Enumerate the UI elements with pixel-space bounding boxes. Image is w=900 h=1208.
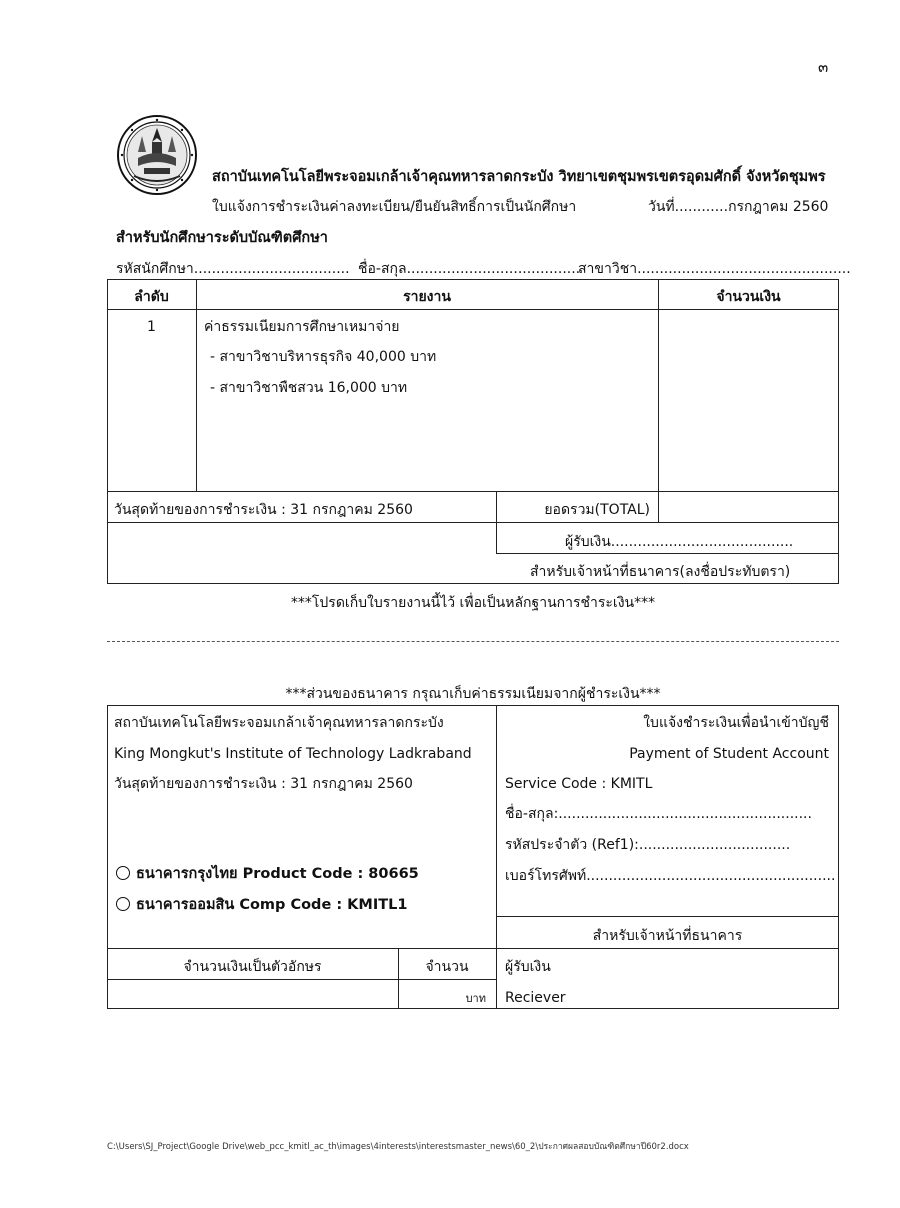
deadline-text: วันสุดท้ายของการชำระเงิน : 31 กรกฎาคม 2560 <box>114 502 413 518</box>
notice-title: ใบแจ้งการชำระเงินค่าลงทะเบียน/ยืนยันสิทธิ์การเป็นนักศึกษา <box>212 199 577 215</box>
amount-words-label: จำนวนเงินเป็นตัวอักษร <box>183 959 322 975</box>
receiver-th: ผู้รับเงิน <box>505 959 551 975</box>
row-sub-horticulture: - สาขาวิชาพืชสวน 16,000 บาท <box>210 380 408 396</box>
section-title: สำหรับนักศึกษาระดับบัณฑิตศึกษา <box>116 230 328 246</box>
major-field: สาขาวิชา................................................ <box>578 261 851 277</box>
bank-option-gsb[interactable]: ธนาคารออมสิน Comp Code : KMITL1 <box>116 897 407 913</box>
col-header-amount: จำนวนเงิน <box>716 289 781 305</box>
page-number: ๓ <box>818 58 829 76</box>
row-title: ค่าธรรมเนียมการศึกษาเหมาจ่าย <box>204 319 400 335</box>
total-label: ยอดรวม(TOTAL) <box>544 502 650 518</box>
amount-label: จำนวน <box>425 959 469 975</box>
slip-name-field: ชื่อ-สกุล:......................................................... <box>505 806 812 822</box>
slip-title-th: ใบแจ้งชำระเงินเพื่อนำเข้าบัญชี <box>643 715 829 731</box>
cut-line <box>107 641 839 642</box>
slip-bank-officer: สำหรับเจ้าหน้าที่ธนาคาร <box>592 928 743 944</box>
slip-title-en: Payment of Student Account <box>629 746 829 762</box>
radio-circle-icon[interactable] <box>116 897 130 911</box>
bank-option-ktb[interactable]: ธนาคารกรุงไทย Product Code : 80665 <box>116 866 419 882</box>
slip-ref1-field: รหัสประจำตัว (Ref1):.................................. <box>505 837 791 853</box>
institute-seal-logo <box>116 114 198 196</box>
row-sub-business: - สาขาวิชาบริหารธุรกิจ 40,000 บาท <box>210 349 437 365</box>
receiver-en: Reciever <box>505 990 566 1006</box>
service-code: Service Code : KMITL <box>505 776 653 792</box>
bank-officer-label: สำหรับเจ้าหน้าที่ธนาคาร(ลงชื่อประทับตรา) <box>530 564 791 580</box>
date-field: วันที่............กรกฎาคม 2560 <box>648 199 829 215</box>
row-number: 1 <box>147 319 156 335</box>
institute-title: สถาบันเทคโนโลยีพระจอมเกล้าเจ้าคุณทหารลาดกระบัง วิทยาเขตชุมพรเขตรอุดมศักดิ์ จังหวัดชุมพร <box>212 169 826 185</box>
footer-file-path: C:\Users\SJ_Project\Google Drive\web_pcc_kmitl_ac_th\images\4interests\interestsmaster_news\60_2\ประกาศผลสอบบัณฑิตศึกษาปี60r2.docx <box>107 1142 689 1152</box>
col-header-no: ลำดับ <box>134 289 169 305</box>
name-field: ชื่อ-สกุล....................................... <box>358 261 581 277</box>
slip-deadline: วันสุดท้ายของการชำระเงิน : 31 กรกฎาคม 2560 <box>114 776 413 792</box>
student-id-field: รหัสนักศึกษา................................... <box>116 261 350 277</box>
bank-part-title: ***ส่วนของธนาคาร กรุณาเก็บค่าธรรมเนียมจากผู้ชำระเงิน*** <box>285 686 661 702</box>
slip-institute-th: สถาบันเทคโนโลยีพระจอมเกล้าเจ้าคุณทหารลาดกระบัง <box>114 715 444 731</box>
slip-institute-en: King Mongkut's Institute of Technology Ladkraband <box>114 746 472 762</box>
baht-label: บาท <box>465 992 486 1005</box>
slip-phone-field: เบอร์โทรศัพท์........................................................ <box>505 868 836 884</box>
keep-note: ***โปรดเก็บใบรายงานนี้ไว้ เพื่อเป็นหลักฐานการชำระเงิน*** <box>290 595 656 611</box>
radio-circle-icon[interactable] <box>116 866 130 880</box>
col-header-item: รายงาน <box>403 289 451 305</box>
receiver-field: ผู้รับเงิน......................................... <box>565 534 794 550</box>
